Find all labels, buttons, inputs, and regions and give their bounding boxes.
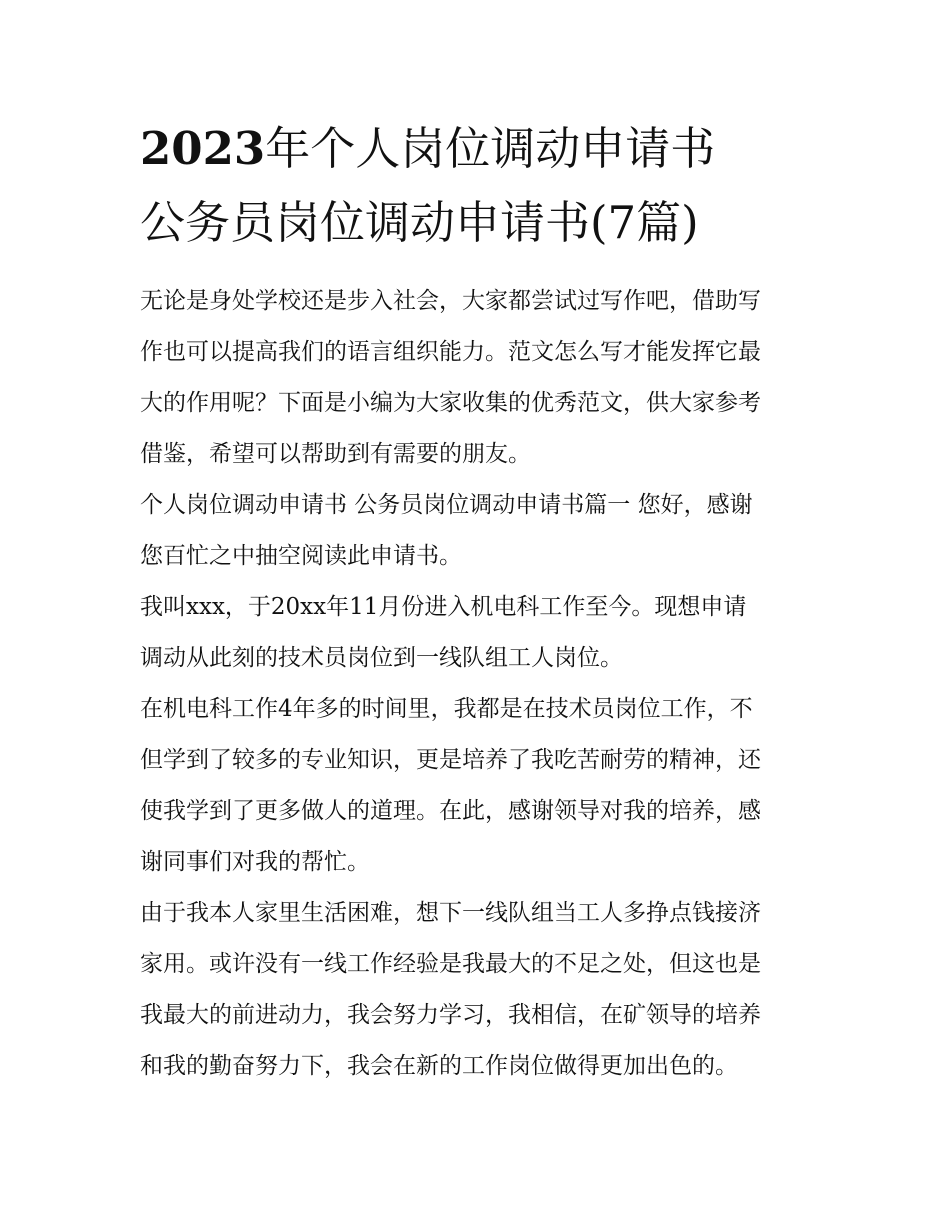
body-line: 谢同事们对我的帮忙。 <box>140 849 370 875</box>
title-line-1 <box>140 112 820 186</box>
document-body <box>140 276 815 1092</box>
body-line: 大的作用呢？下面是小编为大家收集的优秀范文，供大家参考 <box>140 390 761 416</box>
body-line: 作也可以提高我们的语言组织能力。范文怎么写才能发挥它最 <box>140 339 761 365</box>
body-line: 在机电科工作4年多的时间里，我都是在技术员岗位工作，不 <box>140 696 753 722</box>
body-line: 我叫xxx，于20xx年11月份进入机电科工作至今。现想申请 <box>140 594 747 620</box>
title-year: 2023 <box>140 122 266 175</box>
body-line: 家用。或许没有一线工作经验是我最大的不足之处，但这也是 <box>140 951 761 977</box>
body-line: 您百忙之中抽空阅读此申请书。 <box>140 543 462 569</box>
body-line: 无论是身处学校还是步入社会，大家都尝试过写作吧，借助写 <box>140 288 761 314</box>
body-line: 我最大的前进动力，我会努力学习，我相信，在矿领导的培养 <box>140 1002 761 1028</box>
body-line: 使我学到了更多做人的道理。在此，感谢领导对我的培养，感 <box>140 798 761 824</box>
document-title <box>140 112 820 260</box>
body-line: 借鉴，希望可以帮助到有需要的朋友。 <box>140 441 531 467</box>
body-line: 个人岗位调动申请书 公务员岗位调动申请书篇一 您好，感谢 <box>140 492 753 518</box>
title-line-2-text: 公务员岗位调动申请书(7篇) <box>140 196 699 249</box>
body-line: 和我的勤奋努力下，我会在新的工作岗位做得更加出色的。 <box>140 1053 738 1079</box>
title-line-2 <box>140 186 820 260</box>
title-line-1-text: 年个人岗位调动申请书 <box>265 122 716 175</box>
body-line: 调动从此刻的技术员岗位到一线队组工人岗位。 <box>140 645 623 671</box>
body-line: 但学到了较多的专业知识，更是培养了我吃苦耐劳的精神，还 <box>140 747 761 773</box>
body-line: 由于我本人家里生活困难，想下一线队组当工人多挣点钱接济 <box>140 900 761 926</box>
